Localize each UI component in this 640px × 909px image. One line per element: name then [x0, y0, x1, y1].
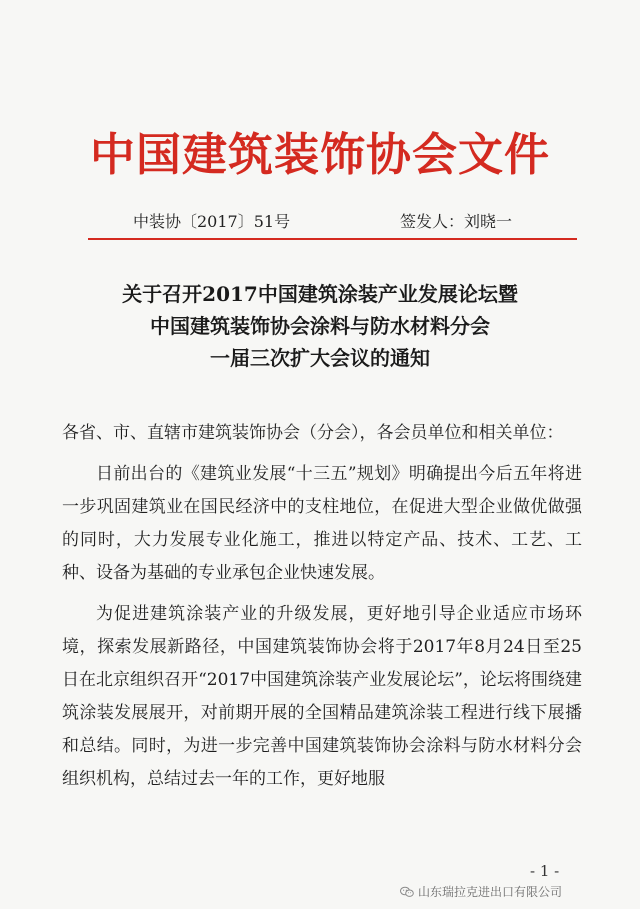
- wechat-watermark: [400, 883, 562, 900]
- signer-label: 签发人：刘晓一: [400, 212, 513, 231]
- watermark-text: 山东瑞拉克进出口有限公司: [418, 885, 563, 899]
- notice-title-line-3: 一届三次扩大会议的通知: [210, 346, 430, 370]
- notice-title-line-2: 中国建筑装饰协会涂料与防水材料分会: [150, 314, 490, 338]
- wechat-icon: [400, 886, 414, 898]
- body-paragraph-1: 日前出台的《建筑业发展“十三五”规划》明确提出今后五年将进一步巩固建筑业在国民经济中的支柱地位，在促进大型企业做优做强的同时，大力发展专业化施工，推进以特定产品、技术、工艺、工种、设备为基础的专业承包企业快速发展。: [62, 464, 582, 583]
- org-header-title: 中国建筑装饰协会文件: [89, 128, 550, 181]
- body-paragraph-2: 为促进建筑涂装产业的升级发展，更好地引导企业适应市场环境，探索发展新路径，中国建筑装饰协会将于2017年8月24日至25日在北京组织召开“2017中国建筑涂装产业发展论坛”，论坛将围绕建筑涂装发展展开，对前期开展的全国精品建筑涂装工程进行线下展播和总结。同时，为进一步完善中国建筑装饰协会涂料与防水材料分会组织机构，总结过去一年的工作，更好地服: [62, 604, 582, 789]
- notice-title-line-1: 关于召开2017中国建筑涂装产业发展论坛暨: [122, 282, 518, 306]
- notice-body: [62, 417, 582, 804]
- salutation: 各省、市、直辖市建筑装饰协会（分会），各会员单位和相关单位：: [62, 423, 564, 443]
- page-number: - 1 -: [530, 862, 560, 880]
- header-divider: [88, 238, 577, 240]
- notice-title: [0, 278, 640, 374]
- document-number: 中装协〔2017〕51号: [133, 212, 291, 231]
